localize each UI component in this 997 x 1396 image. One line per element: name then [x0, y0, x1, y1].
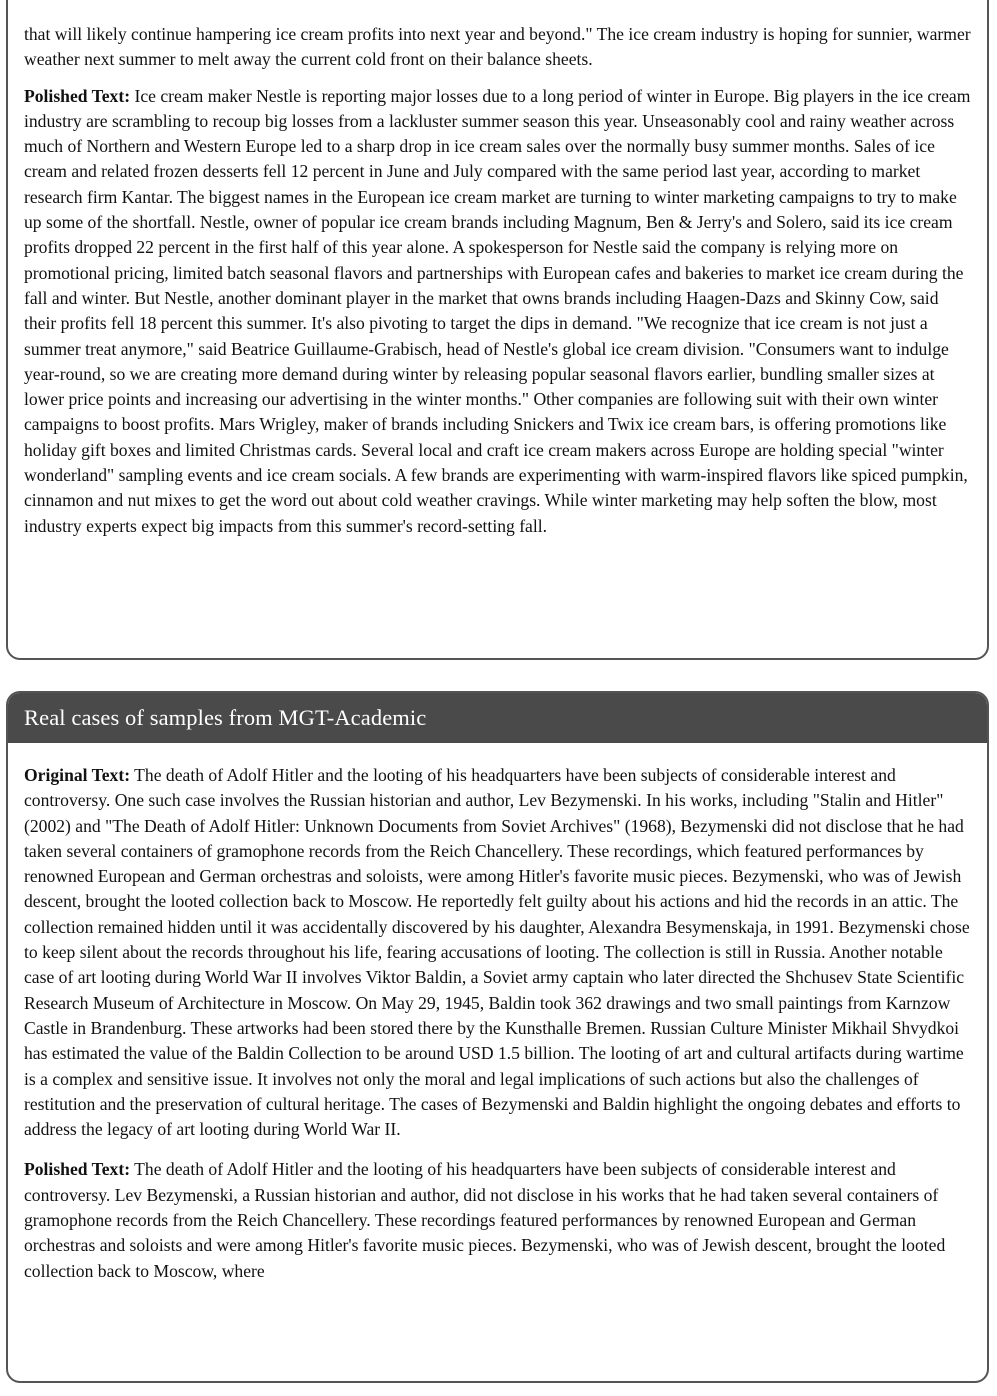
- polished-paragraph: [24, 84, 971, 539]
- original-label: Original Text:: [24, 765, 131, 785]
- sample-box-mgt-academic: [6, 691, 989, 1383]
- polished-label: Polished Text:: [24, 1159, 131, 1180]
- polished-text: The death of Adolf Hitler and the looting of his headquarters have been subjects of considerable interest and controversy. Lev Bezymenski, a Russian historian and author, did not disclose in his works that he had taken several containers of gramophone records from the Reich Chancellery. These recordings featured performances by renowned European and German orchestras and soloists and were among Hitler's favorite music pieces. Bezymenski, who was of Jewish descent, brought the looted collection back to Moscow, where: [24, 1159, 946, 1281]
- original-text: The death of Adolf Hitler and the looting of his headquarters have been subjects of considerable interest and controversy. One such case involves the Russian historian and author, Lev Bezymenski. In his works, including "Stalin and Hitler" (2002) and "The Death of Adolf Hitler: Unknown Documents from Soviet Archives" (1968), Bezymenski did not disclose that he had taken several containers of gramophone records from the Reich Chancellery. These recordings, which featured performances by renowned European and German orchestras and soloists, were among Hitler's favorite music pieces. Bezymenski, who was of Jewish descent, brought the looted collection back to Moscow. He reportedly felt guilty about his actions and hid the records in an attic. The collection remained hidden until it was accidentally discovered by his daughter, Alexandra Besymenskaja, in 1991. Bezymenski chose to keep silent about the records throughout his life, fearing accusations of looting. The collection is still in Russia. Another notable case of art looting during World War II involves Viktor Baldin, a Soviet army captain who later directed the Shchusev State Scientific Research Museum of Architecture in Moscow. On May 29, 1945, Baldin took 362 drawings and two small paintings from Karnzow Castle in Brandenburg. These artworks had been stored there by the Kunsthalle Bremen. Russian Culture Minister Mikhail Shvydkoi has estimated the value of the Baldin Collection to be around USD 1.5 billion. The looting of art and cultural artifacts during wartime is a complex and sensitive issue. It involves not only the moral and legal implications of such actions but also the challenges of restitution and the preservation of cultural heritage. The cases of Bezymenski and Baldin highlight the ongoing debates and efforts to address the legacy of art looting during World War II.: [24, 765, 970, 1140]
- polished-paragraph: [24, 1157, 971, 1283]
- original-paragraph: [24, 763, 971, 1142]
- box-header-title: Real cases of samples from MGT-Academic: [8, 693, 987, 743]
- polished-text: Ice cream maker Nestle is reporting major losses due to a long period of winter in Europe. Big players in the ice cream industry are scrambling to recoup big losses from a lackluster summer season this year. Unseasonably cool and rainy weather across much of Northern and Western Europe led to a sharp drop in ice cream sales over the normally busy summer months. Sales of ice cream and related frozen desserts fell 12 percent in June and July compared with the same period last year, according to market research firm Kantar. The biggest names in the European ice cream market are turning to winter marketing campaigns to try to make up some of the shortfall. Nestle, owner of popular ice cream brands including Magnum, Ben & Jerry's and Solero, said its ice cream profits dropped 22 percent in the first half of this year alone. A spokesperson for Nestle said the company is relying more on promotional pricing, limited batch seasonal flavors and partnerships with European cafes and bakeries to market ice cream during the fall and winter. But Nestle, another dominant player in the market that owns brands including Haagen-Dazs and Skinny Cow, said their profits fell 18 percent this summer. It's also pivoting to target the dips in demand. "We recognize that ice cream is not just a summer treat anymore," said Beatrice Guillaume-Grabisch, head of Nestle's global ice cream division. "Consumers want to indulge year-round, so we are creating more demand during winter by releasing popular seasonal flavors earlier, bundling smaller sizes at lower price points and increasing our advertising in the winter months." Other companies are following suit with their own winter campaigns to boost profits. Mars Wrigley, maker of brands including Snickers and Twix ice cream bars, is offering promotions like holiday gift boxes and limited Christmas cards. Several local and craft ice cream makers across Europe are holding special "winter wonderland" sampling events and ice cream socials. A few brands are experimenting with warm-inspired flavors like spiced pumpkin, cinnamon and nut mixes to get the word out about cold weather cravings. While winter marketing may help soften the blow, most industry experts expect big impacts from this summer's record-setting fall.: [24, 85, 971, 536]
- sample-box-body: [8, 743, 987, 1284]
- continued-text: that will likely continue hampering ice cream profits into next year and beyond." The ice cream industry is hoping for sunnier, warmer weather next summer to melt away the current cold front on their balance sheets.: [24, 24, 971, 70]
- sample-box-body: [8, 0, 987, 539]
- polished-label: Polished Text:: [24, 85, 131, 106]
- sample-box-continued: [6, 0, 989, 660]
